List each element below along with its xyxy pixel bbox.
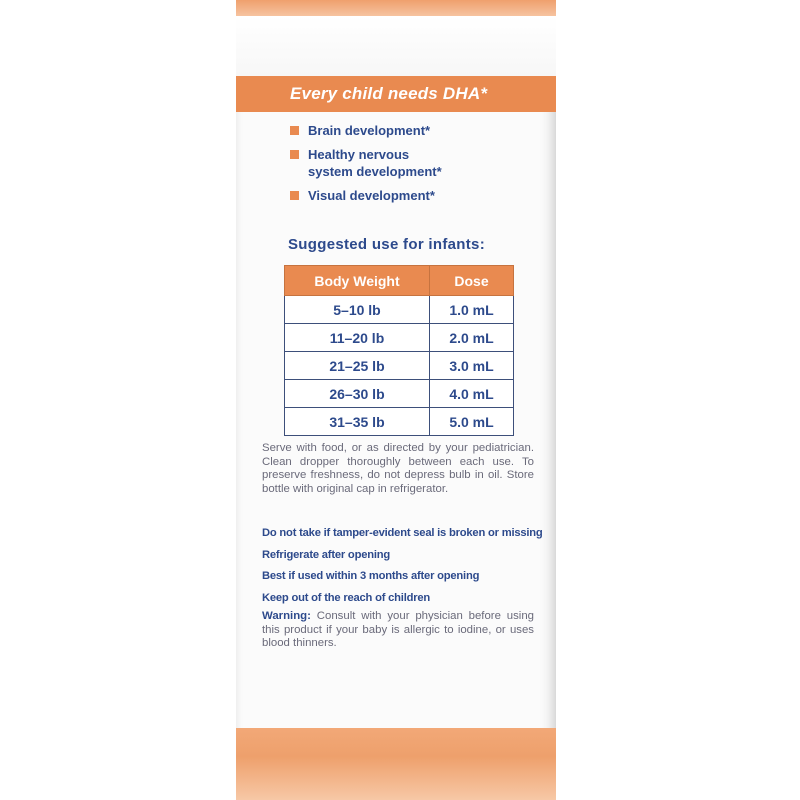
safety-note: Do not take if tamper-evident seal is broken or missing <box>262 527 543 539</box>
table-row <box>285 324 514 352</box>
banner-text: Every child needs DHA* <box>290 84 488 103</box>
safety-note: Keep out of the reach of children <box>262 591 431 604</box>
weight-cell: 31–35 lb <box>285 408 430 436</box>
dose-cell: 4.0 mL <box>430 380 514 408</box>
header-dose: Dose <box>430 266 514 296</box>
warning-text <box>262 610 534 651</box>
bullet-square-icon <box>290 191 299 200</box>
safety-note: Refrigerate after opening <box>262 548 391 561</box>
weight-cell: 5–10 lb <box>285 296 430 324</box>
bullet-square-icon <box>290 150 299 159</box>
benefit-item <box>290 122 530 139</box>
dose-cell: 1.0 mL <box>430 296 514 324</box>
dosage-table <box>284 265 514 436</box>
benefit-item <box>290 187 530 204</box>
benefits-list <box>290 122 530 211</box>
dose-cell: 2.0 mL <box>430 324 514 352</box>
safety-note: Best if used within 3 months after opening <box>262 570 480 582</box>
table-row <box>285 352 514 380</box>
dose-cell: 5.0 mL <box>430 408 514 436</box>
usage-instructions: Serve with food, or as directed by your pediatrician. Clean dropper thoroughly between each use. To preserve freshness, do not depress bulb in oil. Store bottle with original cap in refrigerator. <box>262 442 534 495</box>
table-row <box>285 380 514 408</box>
package-top-band <box>236 0 556 16</box>
benefit-label: Healthy nervous system development* <box>308 147 442 179</box>
dha-banner <box>236 76 556 112</box>
benefit-label: Visual development* <box>308 188 435 203</box>
package-top-flap <box>236 16 556 77</box>
dose-cell: 3.0 mL <box>430 352 514 380</box>
package-bottom-band <box>236 728 556 800</box>
bullet-square-icon <box>290 126 299 135</box>
weight-cell: 26–30 lb <box>285 380 430 408</box>
benefit-item <box>290 146 530 180</box>
header-body-weight: Body Weight <box>285 266 430 296</box>
dosage-header-row <box>285 266 514 296</box>
table-row <box>285 408 514 436</box>
table-row <box>285 296 514 324</box>
usage-title: Suggested use for infants: <box>288 236 485 253</box>
benefit-label: Brain development* <box>308 123 431 138</box>
weight-cell: 21–25 lb <box>285 352 430 380</box>
weight-cell: 11–20 lb <box>285 324 430 352</box>
warning-label: Warning: <box>262 610 311 622</box>
warning-body: Consult with your physician before using this product if your baby is allergic to iodine, or uses blood thinners. <box>262 610 535 649</box>
safety-notes <box>262 526 552 612</box>
